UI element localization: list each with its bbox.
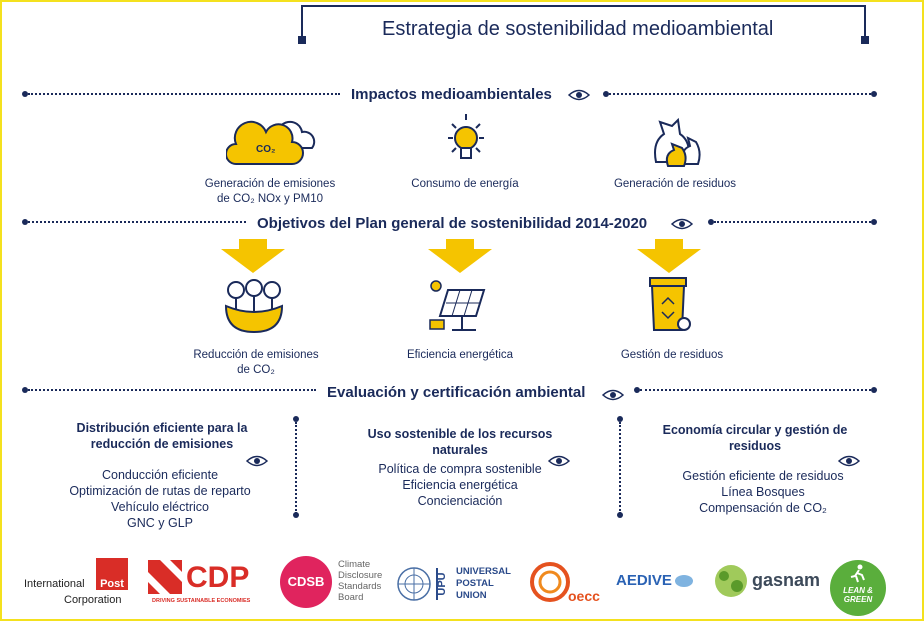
objective-label-emissions <box>176 348 336 378</box>
ipc-corporation-text: Corporation <box>64 594 122 606</box>
lean-green-text <box>830 586 886 604</box>
objective-label-line: de CO₂ <box>237 364 275 376</box>
eval-column-title <box>645 422 865 454</box>
lean-green-text-line: GREEN <box>843 595 873 604</box>
objective-label-energy: Eficiencia energética <box>406 349 514 361</box>
impact-label-energy: Consumo de energía <box>411 178 519 190</box>
upu-text-line: UNIVERSAL <box>456 566 511 577</box>
cdsb-text-line: Board <box>338 592 364 603</box>
eval-column-title <box>350 426 570 458</box>
impact-label-line: Generación de emisiones <box>204 178 336 190</box>
eval-item: Compensación de CO₂ <box>699 501 827 515</box>
section-divider <box>28 389 316 391</box>
un-globe-icon <box>396 566 432 602</box>
column-divider <box>295 422 297 514</box>
eval-item: Gestión eficiente de residuos <box>682 469 844 483</box>
gasnam-leaf-icon <box>712 562 750 600</box>
gasnam-text: gasnam <box>752 570 821 590</box>
section-title-impacts: Impactos medioambientales <box>351 86 552 103</box>
eval-item: Optimización de rutas de reparto <box>69 484 251 498</box>
eval-column-items <box>40 467 280 531</box>
gasnam-logo <box>712 562 820 602</box>
solar-panel-icon <box>426 276 492 334</box>
section-divider <box>640 389 871 391</box>
oecc-logo <box>528 560 608 608</box>
cdsb-text-line: Standards <box>338 581 382 592</box>
trees-icon <box>222 276 286 334</box>
eval-item: Concienciación <box>417 494 503 508</box>
section-title-evaluation: Evaluación y certificación ambiental <box>327 384 586 401</box>
eye-icon <box>568 88 590 102</box>
eval-title-line: Distribución eficiente para la <box>76 421 248 435</box>
upu-text-line: UNION <box>456 590 487 601</box>
eval-item: GNC y GLP <box>127 516 193 530</box>
line-dot <box>871 219 877 225</box>
cloud-co2-text: CO₂ <box>256 144 276 155</box>
section-divider <box>28 93 340 95</box>
eval-column-items <box>643 468 883 516</box>
section-title-objectives: Objetivos del Plan general de sostenibilidad 2014-2020 <box>257 215 648 232</box>
objective-label-waste: Gestión de residuos <box>620 349 724 361</box>
eval-item: Política de compra sostenible <box>378 462 542 476</box>
recycle-bin-icon <box>646 276 694 334</box>
section-divider <box>714 221 871 223</box>
eval-column-title <box>52 420 272 452</box>
line-dot <box>293 512 299 518</box>
upu-logo <box>396 564 520 604</box>
eval-item: Conducción eficiente <box>101 468 219 482</box>
section-divider <box>609 93 871 95</box>
oecc-swirl-icon <box>528 560 572 604</box>
ipc-logo <box>24 558 136 608</box>
cdp-logo <box>148 560 260 606</box>
section-divider <box>28 221 246 223</box>
aedive-logo <box>616 572 698 596</box>
objective-label-line: Reducción de emisiones <box>193 349 319 361</box>
eval-title-line: reducción de emisiones <box>90 437 234 451</box>
aedive-text: AEDIVE <box>616 572 672 589</box>
upu-text <box>456 566 511 602</box>
lean-green-logo <box>830 560 886 616</box>
impact-label-line: de CO₂ NOx y PM10 <box>216 193 324 205</box>
eval-title-line: Uso sostenible de los recursos <box>367 427 553 441</box>
cloud-co2-icon <box>226 114 318 168</box>
eval-item: Línea Bosques <box>721 485 805 499</box>
aedive-car-icon <box>674 574 694 588</box>
lightbulb-icon <box>444 112 488 166</box>
line-dot <box>617 512 623 518</box>
cdp-text: CDP <box>186 561 250 594</box>
waste-bags-icon <box>650 112 702 168</box>
ipc-international-text: International <box>24 578 85 590</box>
eval-title-line: residuos <box>728 439 782 453</box>
cdsb-badge-text: CDSB <box>287 574 325 589</box>
cdp-subtitle: DRIVING SUSTAINABLE ECONOMIES <box>152 598 251 604</box>
cdsb-logo <box>280 556 390 610</box>
cdp-mark-icon <box>148 560 182 594</box>
impact-label-waste: Generación de residuos <box>613 178 737 190</box>
down-arrow-icon <box>637 239 701 273</box>
upu-abbr-text: UPU <box>436 572 448 596</box>
line-dot <box>871 91 877 97</box>
down-arrow-icon <box>221 239 285 273</box>
bracket-end-right <box>861 36 869 44</box>
eye-icon <box>671 217 693 231</box>
ipc-post-text: Post <box>100 578 124 590</box>
page-title: Estrategia de sostenibilidad medioambiental <box>382 18 774 40</box>
oecc-text: oecc <box>568 588 600 604</box>
eye-icon <box>838 454 860 468</box>
cdsb-text <box>338 559 382 603</box>
eye-icon <box>246 454 268 468</box>
eval-item: Eficiencia energética <box>402 478 518 492</box>
eval-title-line: Economía circular y gestión de <box>662 423 848 437</box>
upu-text-line: POSTAL <box>456 578 494 589</box>
eval-column-items <box>340 461 580 509</box>
column-divider <box>619 422 621 514</box>
eval-title-line: naturales <box>432 443 488 457</box>
cdsb-text-line: Climate <box>338 559 371 570</box>
bracket-end-left <box>298 36 306 44</box>
runner-icon <box>848 564 868 584</box>
eye-icon <box>602 388 624 402</box>
impact-label-emissions <box>190 177 350 207</box>
lean-green-text-line: LEAN & <box>843 586 873 595</box>
down-arrow-icon <box>428 239 492 273</box>
eval-item: Vehículo eléctrico <box>111 500 209 514</box>
line-dot <box>871 387 877 393</box>
cdsb-text-line: Disclosure <box>338 570 383 581</box>
